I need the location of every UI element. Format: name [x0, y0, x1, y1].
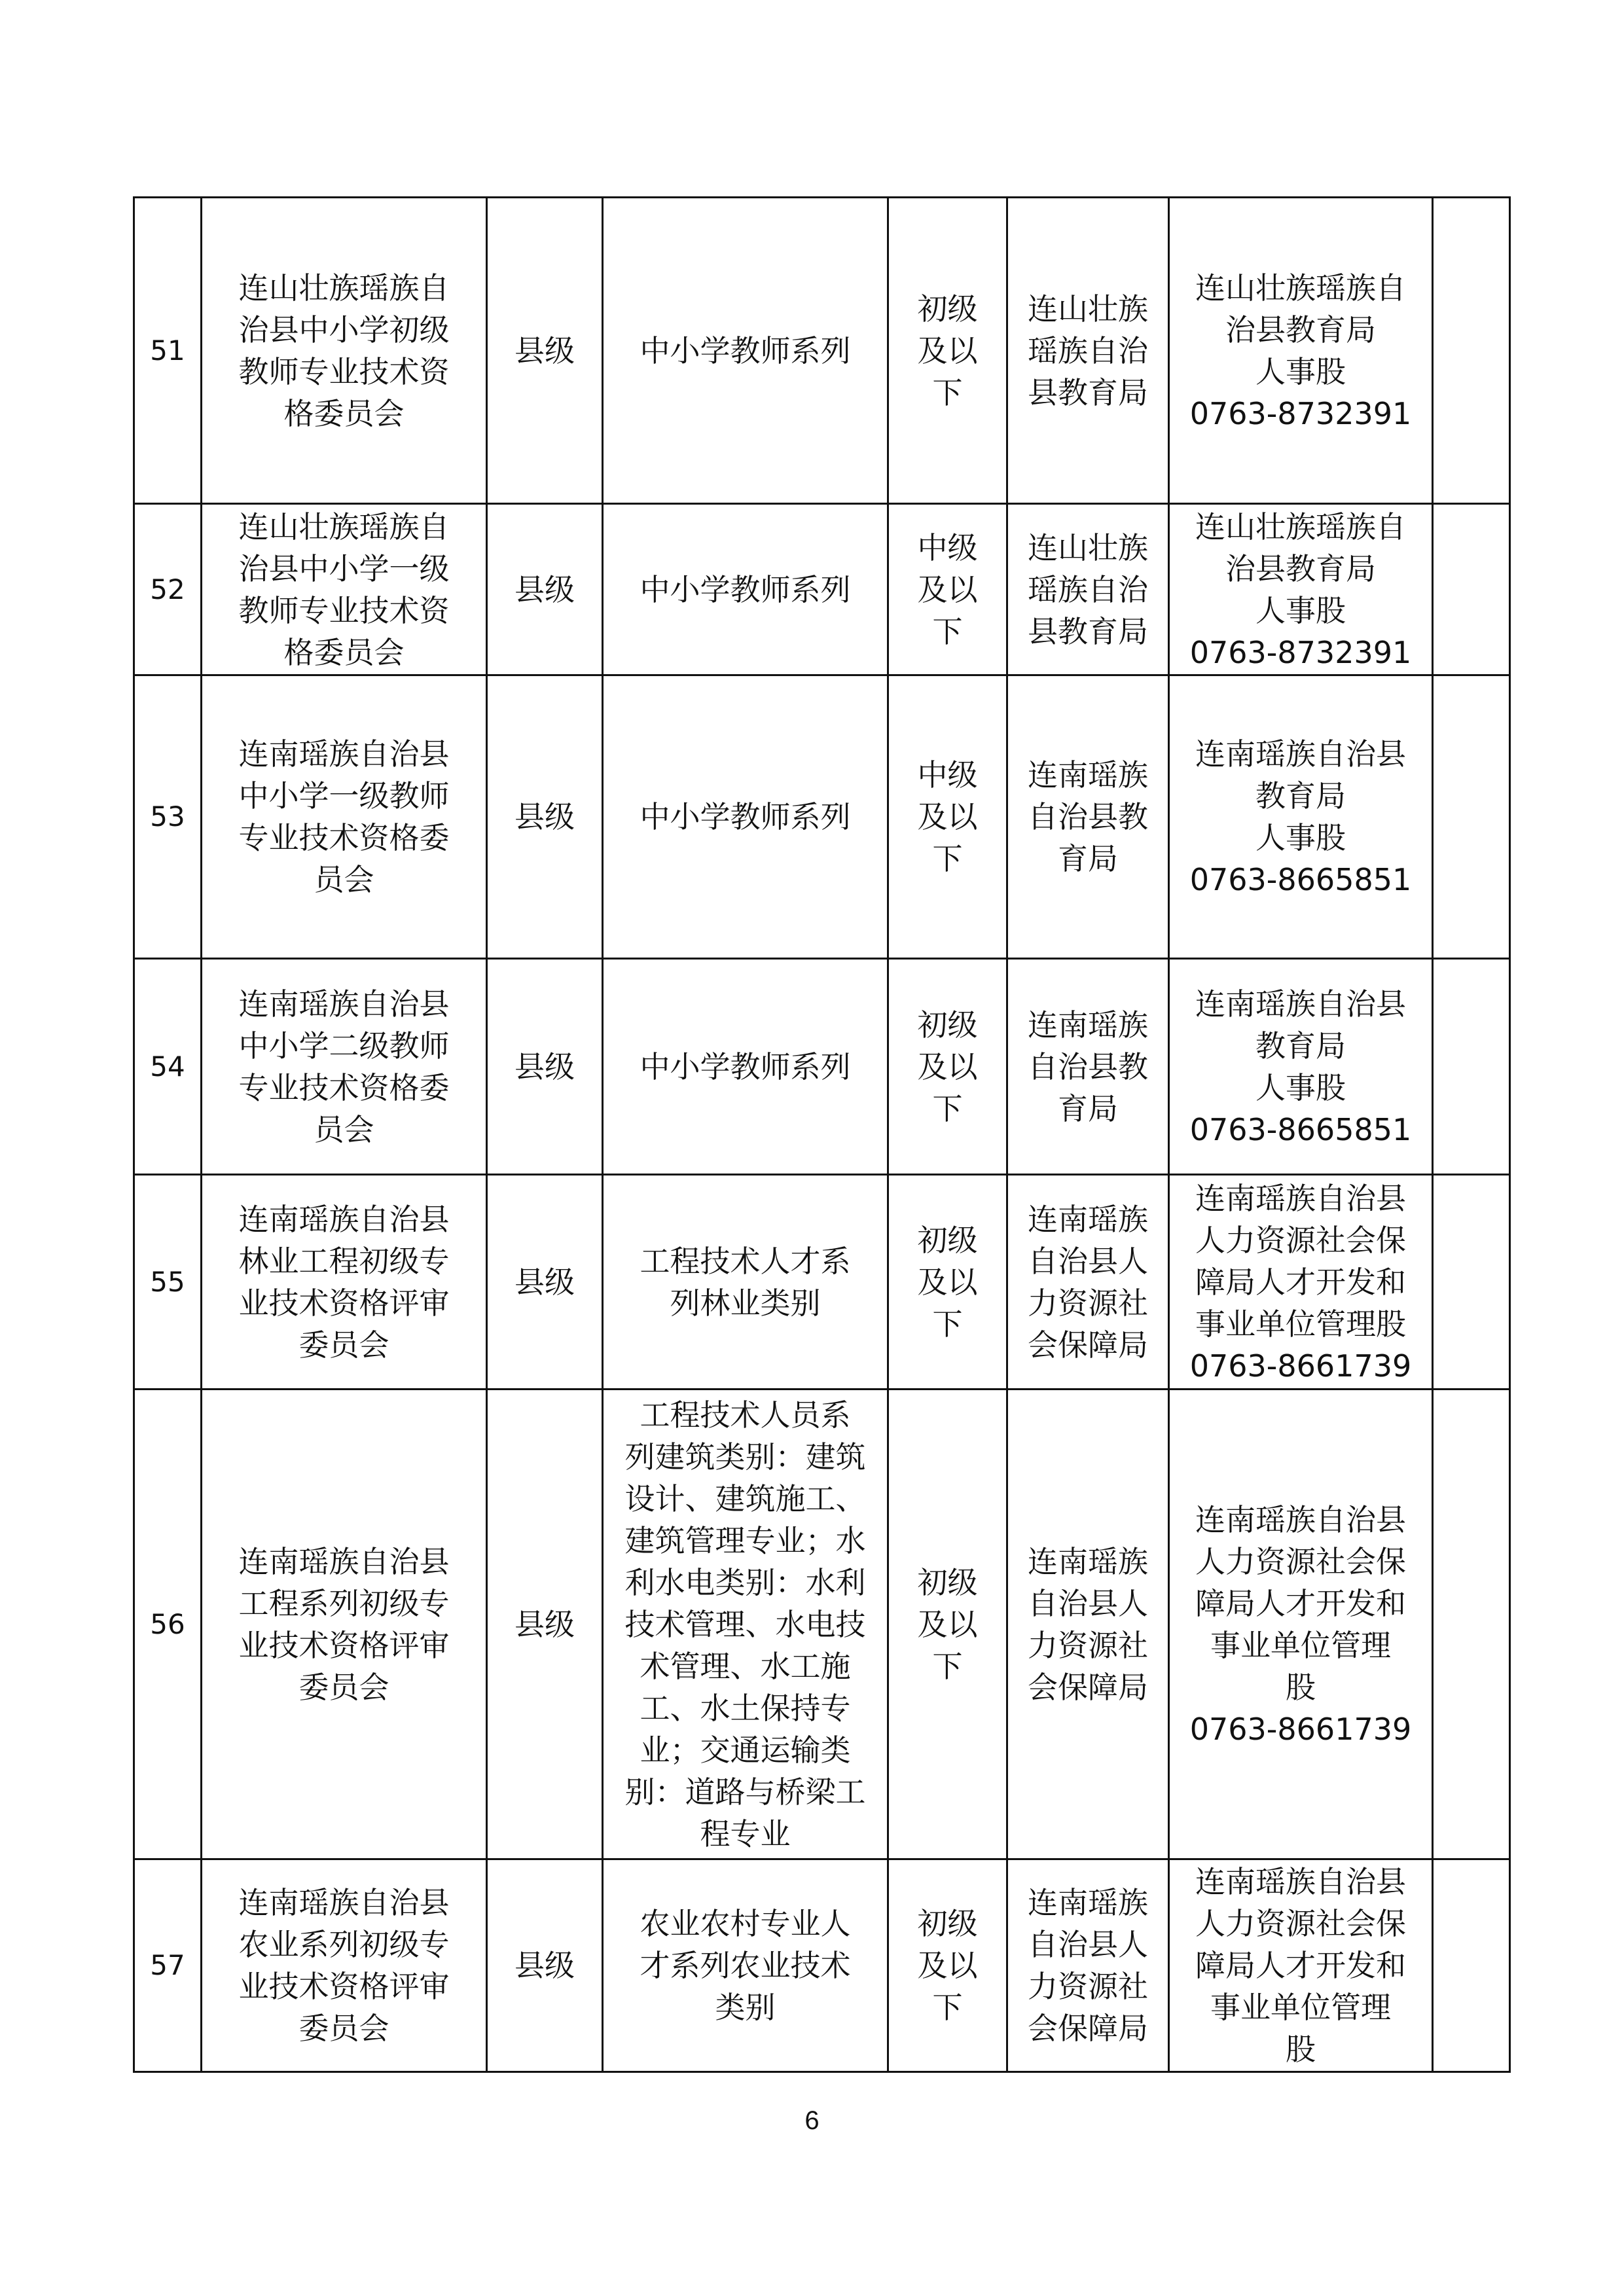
cell-contact-line: 事业单位管理 [1210, 1627, 1391, 1663]
cell-remark [1433, 198, 1510, 504]
cell-authority [1007, 198, 1169, 504]
cell-series [603, 959, 888, 1175]
cell-number: 54 [134, 959, 202, 1175]
cell-committee-name-line: 连南瑶族自治县 [238, 986, 450, 1022]
cell-contact-line: 连南瑶族自治县 [1195, 1864, 1406, 1899]
cell-committee-name-line: 委员会 [298, 1327, 389, 1363]
cell-committee-name-line: 员会 [314, 1111, 374, 1147]
cell-contact [1169, 675, 1433, 959]
cell-contact-line: 0763-8732391 [1189, 395, 1412, 431]
cell-level: 县级 [487, 504, 603, 675]
cell-committee-name [202, 1390, 487, 1859]
cell-contact-line: 人事股 [1255, 353, 1346, 389]
cell-committee-name-line: 专业技术资格委 [238, 820, 450, 855]
cell-committee-name-line: 业技术资格评审 [238, 1285, 450, 1321]
cell-authority [1007, 675, 1169, 959]
page-number: 6 [804, 2106, 820, 2135]
cell-grade-line: 及以 [917, 332, 978, 368]
cell-contact-line: 连南瑶族自治县 [1195, 736, 1406, 772]
cell-series-line: 中小学教师系列 [640, 799, 851, 834]
cell-series [603, 1390, 888, 1859]
cell-number: 56 [134, 1390, 202, 1859]
table-row [134, 1175, 1510, 1390]
cell-contact-line: 连山壮族瑶族自 [1195, 509, 1406, 545]
cell-authority-line: 自治县人 [1028, 1243, 1148, 1279]
cell-grade-line: 下 [932, 1648, 963, 1684]
cell-number: 57 [134, 1859, 202, 2072]
cell-contact-line: 教育局 [1255, 1028, 1346, 1064]
cell-committee-name [202, 198, 487, 504]
table-row [134, 959, 1510, 1175]
cell-contact-line: 0763-8732391 [1189, 634, 1412, 670]
cell-series-line: 建筑管理专业；水 [624, 1522, 866, 1558]
cell-committee-name-line: 业技术资格评审 [238, 1969, 450, 2004]
cell-authority-line: 力资源社 [1028, 1969, 1148, 2004]
cell-committee-name-line: 中小学二级教师 [238, 1028, 450, 1064]
cell-committee-name-line: 连南瑶族自治县 [238, 736, 450, 772]
cell-authority [1007, 1859, 1169, 2072]
table-row [134, 504, 1510, 675]
cell-contact-line: 人事股 [1255, 1069, 1346, 1105]
cell-committee-name-line: 治县中小学初级 [238, 312, 450, 348]
cell-authority [1007, 959, 1169, 1175]
cell-authority-line: 自治县教 [1028, 1049, 1148, 1085]
cell-contact-line: 人事股 [1255, 820, 1346, 855]
cell-authority-line: 自治县人 [1028, 1585, 1148, 1621]
cell-committee-name-line: 连南瑶族自治县 [238, 1885, 450, 1920]
cell-series [603, 198, 888, 504]
cell-number: 53 [134, 675, 202, 959]
cell-contact-line: 治县教育局 [1225, 550, 1376, 586]
cell-committee-name-line: 委员会 [298, 2011, 389, 2046]
cell-contact-line: 0763-8661739 [1189, 1711, 1412, 1747]
cell-grade [888, 675, 1007, 959]
cell-grade-line: 下 [932, 841, 963, 876]
cell-number: 55 [134, 1175, 202, 1390]
cell-grade-line: 初级 [917, 1906, 978, 1941]
cell-grade [888, 504, 1007, 675]
cell-contact-line: 教育局 [1255, 778, 1346, 814]
cell-grade-line: 初级 [917, 1564, 978, 1600]
cell-committee-name-line: 专业技术资格委 [238, 1069, 450, 1105]
cell-level: 县级 [487, 959, 603, 1175]
cell-authority [1007, 504, 1169, 675]
cell-contact-line: 连南瑶族自治县 [1195, 1501, 1406, 1537]
cell-grade-line: 下 [932, 1090, 963, 1126]
cell-grade-line: 及以 [917, 1606, 978, 1642]
cell-number: 51 [134, 198, 202, 504]
cell-contact-line: 障局人才开发和 [1195, 1948, 1406, 1983]
cell-contact-line: 连山壮族瑶族自 [1195, 270, 1406, 306]
cell-contact [1169, 1859, 1433, 2072]
cell-contact-line: 人力资源社会保 [1195, 1543, 1406, 1579]
cell-contact [1169, 1175, 1433, 1390]
cell-authority-line: 连南瑶族 [1028, 1543, 1148, 1579]
cell-grade-line: 初级 [917, 1222, 978, 1258]
cell-authority-line: 育局 [1058, 1090, 1118, 1126]
cell-series-line: 术管理、水工施 [640, 1648, 851, 1684]
cell-contact-line: 股 [1286, 2032, 1316, 2067]
cell-grade-line: 中级 [917, 529, 978, 565]
cell-grade-line: 及以 [917, 571, 978, 607]
cell-committee-name-line: 业技术资格评审 [238, 1627, 450, 1663]
cell-committee-name-line: 连山壮族瑶族自 [238, 270, 450, 306]
cell-authority-line: 力资源社 [1028, 1285, 1148, 1321]
cell-authority-line: 力资源社 [1028, 1627, 1148, 1663]
cell-series-line: 才系列农业技术 [640, 1948, 851, 1983]
cell-grade-line: 及以 [917, 1264, 978, 1300]
cell-series-line: 列建筑类别：建筑 [624, 1439, 866, 1475]
cell-committee-name-line: 委员会 [298, 1669, 389, 1705]
cell-grade-line: 及以 [917, 1948, 978, 1983]
cell-remark [1433, 1859, 1510, 2072]
cell-committee-name-line: 连南瑶族自治县 [238, 1543, 450, 1579]
cell-contact-line: 0763-8665851 [1189, 862, 1412, 897]
cell-grade-line: 下 [932, 1990, 963, 2025]
cell-committee-name-line: 教师专业技术资 [238, 592, 450, 628]
cell-authority-line: 县教育局 [1028, 374, 1148, 410]
cell-remark [1433, 1390, 1510, 1859]
cell-authority [1007, 1175, 1169, 1390]
cell-grade-line: 下 [932, 613, 963, 649]
cell-series-line: 程专业 [700, 1816, 791, 1852]
cell-series-line: 农业农村专业人 [640, 1906, 851, 1941]
cell-authority-line: 自治县人 [1028, 1927, 1148, 1962]
cell-series-line: 中小学教师系列 [640, 1049, 851, 1085]
cell-contact-line: 治县教育局 [1225, 312, 1376, 348]
cell-authority-line: 自治县教 [1028, 799, 1148, 834]
cell-committee-name-line: 治县中小学一级 [238, 550, 450, 586]
table-body [134, 198, 1510, 2072]
cell-series-line: 业；交通运输类 [640, 1732, 851, 1768]
cell-committee-name-line: 林业工程初级专 [238, 1243, 450, 1279]
cell-committee-name [202, 675, 487, 959]
cell-contact [1169, 959, 1433, 1175]
cell-committee-name-line: 格委员会 [283, 395, 405, 431]
cell-authority-line: 会保障局 [1028, 1669, 1148, 1705]
cell-level: 县级 [487, 675, 603, 959]
cell-grade-line: 及以 [917, 799, 978, 834]
cell-grade-line: 初级 [917, 291, 978, 327]
cell-contact-line: 人力资源社会保 [1195, 1222, 1406, 1258]
cell-contact-line: 连南瑶族自治县 [1195, 986, 1406, 1022]
cell-series [603, 1859, 888, 2072]
cell-authority-line: 会保障局 [1028, 1327, 1148, 1363]
cell-authority-line: 连南瑶族 [1028, 1885, 1148, 1920]
cell-contact-line: 人事股 [1255, 592, 1346, 628]
cell-grade-line: 及以 [917, 1049, 978, 1085]
cell-committee-name-line: 教师专业技术资 [238, 353, 450, 389]
cell-series-line: 设计、建筑施工、 [624, 1480, 866, 1516]
cell-level: 县级 [487, 1390, 603, 1859]
cell-grade [888, 1390, 1007, 1859]
cell-grade-line: 下 [932, 1306, 963, 1342]
cell-contact-line: 0763-8661739 [1189, 1348, 1412, 1384]
cell-series-line: 利水电类别：水利 [624, 1564, 866, 1600]
table-row [134, 675, 1510, 959]
cell-authority-line: 县教育局 [1028, 613, 1148, 649]
cell-authority-line: 育局 [1058, 841, 1118, 876]
cell-level: 县级 [487, 1175, 603, 1390]
qualification-committee-table [133, 196, 1511, 2073]
cell-grade-line: 中级 [917, 757, 978, 793]
cell-series [603, 1175, 888, 1390]
cell-series-line: 工程技术人才系 [640, 1243, 851, 1279]
cell-remark [1433, 1175, 1510, 1390]
cell-series-line: 技术管理、水电技 [624, 1606, 866, 1642]
cell-series-line: 别：道路与桥梁工 [624, 1774, 866, 1810]
cell-contact-line: 事业单位管理股 [1195, 1306, 1406, 1342]
cell-grade [888, 959, 1007, 1175]
cell-grade [888, 1175, 1007, 1390]
cell-authority-line: 连南瑶族 [1028, 757, 1148, 793]
cell-remark [1433, 675, 1510, 959]
cell-contact-line: 人力资源社会保 [1195, 1906, 1406, 1941]
cell-contact-line: 障局人才开发和 [1195, 1585, 1406, 1621]
cell-committee-name-line: 中小学一级教师 [238, 778, 450, 814]
table-row [134, 198, 1510, 504]
table-row [134, 1390, 1510, 1859]
cell-authority [1007, 1390, 1169, 1859]
cell-series-line: 类别 [715, 1990, 776, 2025]
cell-committee-name-line: 连山壮族瑶族自 [238, 509, 450, 545]
cell-contact-line: 连南瑶族自治县 [1195, 1180, 1406, 1216]
cell-contact-line: 股 [1286, 1669, 1316, 1705]
cell-grade [888, 198, 1007, 504]
cell-grade-line: 下 [932, 374, 963, 410]
cell-contact [1169, 504, 1433, 675]
cell-contact-line: 事业单位管理 [1210, 1990, 1391, 2025]
cell-number: 52 [134, 504, 202, 675]
cell-authority-line: 连南瑶族 [1028, 1007, 1148, 1043]
cell-contact-line: 0763-8665851 [1189, 1111, 1412, 1147]
cell-committee-name [202, 504, 487, 675]
cell-authority-line: 瑶族自治 [1028, 332, 1148, 368]
cell-remark [1433, 504, 1510, 675]
cell-grade-line: 初级 [917, 1007, 978, 1043]
cell-series-line: 中小学教师系列 [640, 571, 851, 607]
cell-level: 县级 [487, 198, 603, 504]
cell-authority-line: 连南瑶族 [1028, 1201, 1148, 1237]
cell-level: 县级 [487, 1859, 603, 2072]
table-row [134, 1859, 1510, 2072]
cell-authority-line: 连山壮族 [1028, 291, 1148, 327]
cell-contact-line: 障局人才开发和 [1195, 1264, 1406, 1300]
cell-committee-name-line: 员会 [314, 862, 374, 897]
cell-committee-name [202, 959, 487, 1175]
cell-series-line: 中小学教师系列 [640, 332, 851, 368]
cell-committee-name [202, 1175, 487, 1390]
cell-series [603, 504, 888, 675]
cell-series-line: 工程技术人员系 [640, 1397, 851, 1433]
cell-series-line: 列林业类别 [670, 1285, 821, 1321]
cell-committee-name-line: 工程系列初级专 [238, 1585, 450, 1621]
cell-contact [1169, 1390, 1433, 1859]
cell-authority-line: 瑶族自治 [1028, 571, 1148, 607]
cell-committee-name [202, 1859, 487, 2072]
cell-contact [1169, 198, 1433, 504]
cell-committee-name-line: 农业系列初级专 [238, 1927, 450, 1962]
cell-committee-name-line: 格委员会 [283, 634, 405, 670]
cell-committee-name-line: 连南瑶族自治县 [238, 1201, 450, 1237]
cell-authority-line: 会保障局 [1028, 2011, 1148, 2046]
cell-authority-line: 连山壮族 [1028, 529, 1148, 565]
cell-grade [888, 1859, 1007, 2072]
cell-series-line: 工、水土保持专 [640, 1690, 851, 1726]
cell-series [603, 675, 888, 959]
cell-remark [1433, 959, 1510, 1175]
